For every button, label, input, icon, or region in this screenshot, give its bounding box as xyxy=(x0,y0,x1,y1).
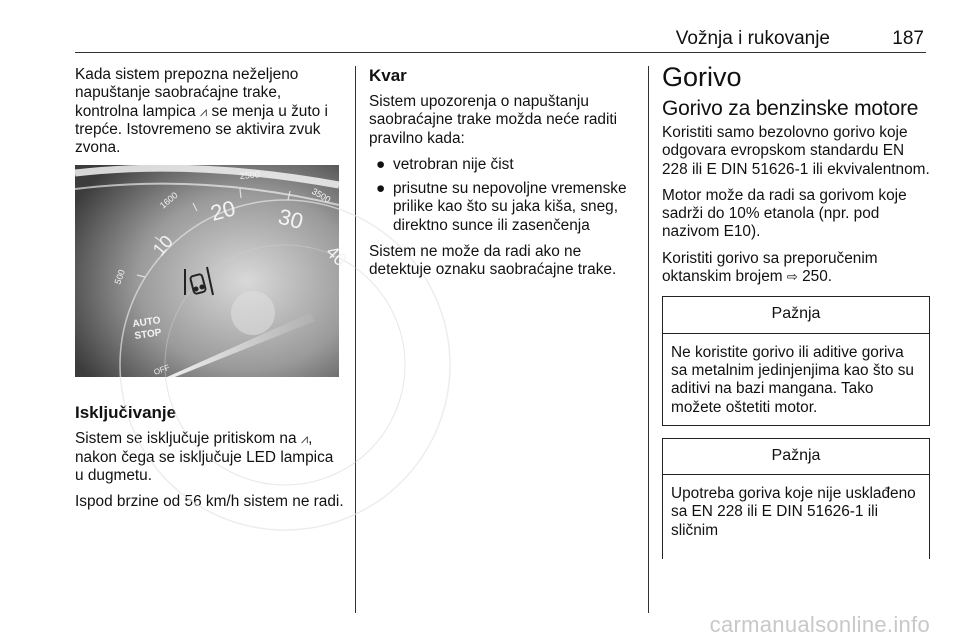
column-divider xyxy=(648,66,649,613)
list-item: ● prisutne su nepovoljne vremenske prilike kao što su jaka kiša, sneg, direktno sunce ili zasenčenja xyxy=(376,180,627,234)
rpm-label: 1600 xyxy=(157,190,180,212)
caution-title: Pažnja xyxy=(663,439,929,475)
caution-text: Upotreba goriva koje nije usklađeno sa EN 228 ili E DIN 51626-1 ili sličnim xyxy=(671,485,916,539)
off-label: OFF xyxy=(152,363,171,378)
bullet-icon: ● xyxy=(376,155,386,173)
lane-departure-icon: ⩘ xyxy=(199,103,208,119)
paragraph: Koristiti samo bezolovno gorivo koje odgovara evropskom standardu EN 228 ili E DIN 51626-1 ili ekvivalentnom. xyxy=(662,124,930,178)
section-heading: Kvar xyxy=(369,66,407,85)
paragraph: Motor može da radi sa gorivom koje sadrži do 10% etanola (npr. pod nazivom E10). xyxy=(662,186,907,241)
paragraph: Sistem upozorenja o napuštanju saobraćajne trake možda neće raditi pravilno kada: xyxy=(369,93,618,147)
bullet-list xyxy=(369,156,637,235)
bullet-icon: ● xyxy=(376,180,386,198)
caution-text: Ne koristite gorivo ili aditive goriva sa metalnim jedinjenjima kao što su aditivi na bazi mangana. Tako možete oštetiti motor. xyxy=(671,343,914,416)
section-title: Vožnja i rukovanje xyxy=(675,28,830,49)
caution-title: Pažnja xyxy=(663,297,929,333)
column-divider xyxy=(355,66,356,613)
auto-stop-label: AUTO xyxy=(131,315,162,331)
column-2 xyxy=(369,66,637,288)
section-heading: Isključivanje xyxy=(75,403,177,423)
page-header xyxy=(75,24,926,53)
list-item: ● vetrobran nije čist xyxy=(376,155,514,173)
watermark: carmanualsonline.info xyxy=(709,612,930,637)
speed-label: 40 xyxy=(322,242,351,271)
rpm-label: 3500 xyxy=(310,186,333,206)
paragraph: Ispod brzine od 56 km/h sistem ne radi. xyxy=(75,493,344,511)
rpm-label: 500 xyxy=(112,268,128,287)
subsection-heading: Gorivo za benzinske motore xyxy=(662,97,919,120)
speed-label: 30 xyxy=(275,204,306,235)
caution-box xyxy=(662,438,930,559)
rpm-label: 2500 xyxy=(239,169,261,182)
paragraph: Sistem se isključuje pritiskom na ⩘, nakon čega se isključuje LED lampica u dugmetu. xyxy=(75,430,334,485)
chapter-heading: Gorivo xyxy=(662,62,742,92)
page-reference-icon: ⇨ xyxy=(786,269,798,285)
page-number: 187 xyxy=(892,28,924,49)
instrument-cluster-image xyxy=(75,165,351,378)
auto-stop-label: STOP xyxy=(133,327,163,343)
speed-label: 20 xyxy=(207,195,238,227)
column-3 xyxy=(662,62,930,571)
column-1 xyxy=(75,66,351,520)
paragraph: Koristiti gorivo sa preporučenim oktanskim brojem ⇨ 250. xyxy=(662,249,878,286)
intro-paragraph: Kada sistem prepozna neželjeno napuštanje saobraćajne trake, kontrolna lampica ⩘ se menja u žuto i trepće. Istovremeno se aktivira zvuk zvona. xyxy=(75,66,328,157)
speed-label: 10 xyxy=(148,231,177,261)
page-reference-link[interactable]: 250. xyxy=(802,268,833,286)
paragraph: Sistem ne može da radi ako ne detektuje oznaku saobraćajne trake. xyxy=(369,243,617,279)
caution-box xyxy=(662,296,930,425)
lane-departure-icon: ⩘ xyxy=(300,431,309,447)
